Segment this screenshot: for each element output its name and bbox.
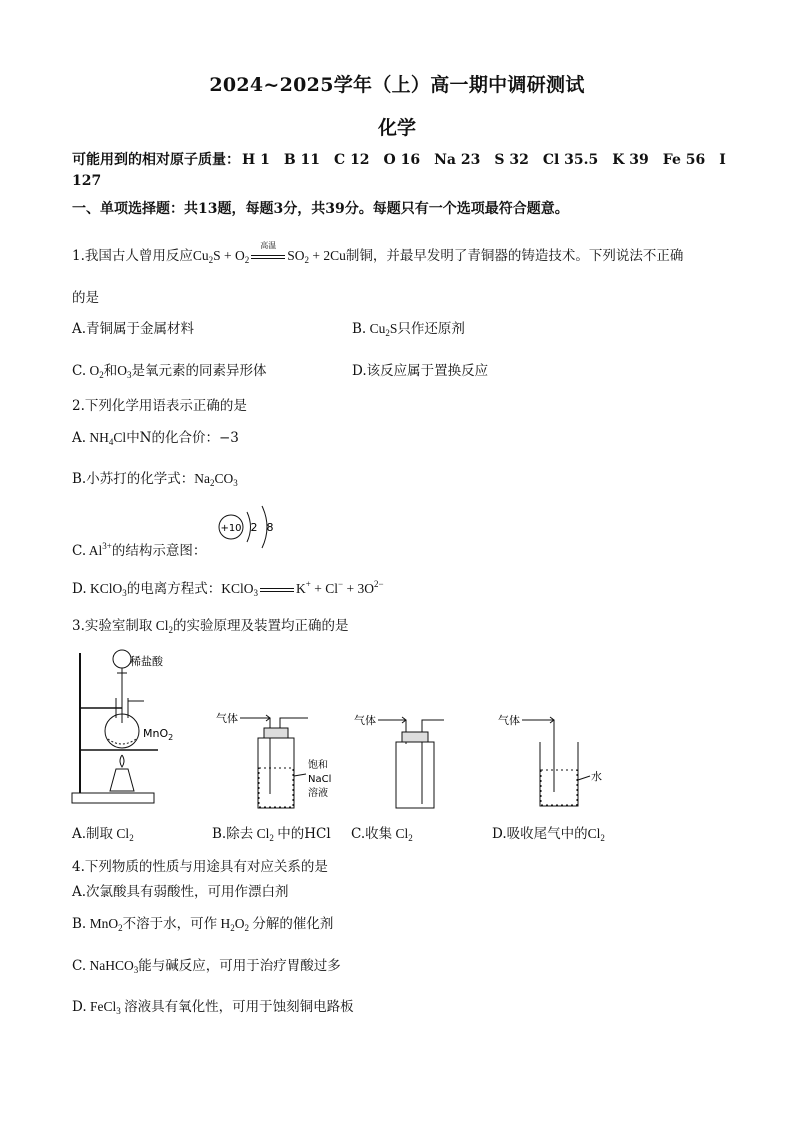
formula: $NH_4Cl$: [86, 430, 127, 447]
label-gas-in: 气体: [354, 714, 376, 727]
q1-equation: $Cu_2S + O_2$ 高温 $SO_2 + 2Cu$: [192, 240, 346, 265]
q4-option-a: A.次氯酸具有弱酸性，可用作漂白剂: [72, 884, 289, 900]
formula: MnO$_2$: [86, 916, 123, 933]
q2-stem: 2.下列化学用语表示正确的是: [72, 398, 247, 414]
caption-a: [72, 822, 134, 842]
formula: FeCl$_3$: [86, 999, 121, 1016]
mass-item: Na 23: [434, 152, 481, 168]
separatory-funnel: [113, 650, 131, 668]
exam-title: 2024~2025学年（上）高一期中调研测试: [209, 74, 585, 96]
q1-c-mid: 和: [103, 363, 118, 379]
reaction-condition: 高温: [260, 240, 277, 250]
bottle-stopper: [264, 728, 288, 738]
q2-option-d: [72, 577, 384, 597]
q2-option-b: [72, 467, 238, 487]
ionization-equation: KClO$_3$ $K^+ + Cl^- + 3O^{2-}$: [221, 579, 384, 598]
formula: $Cl_2$: [152, 618, 174, 635]
formula: $Al^{3+}$: [86, 541, 112, 558]
atomic-masses-overflow: 127: [72, 173, 102, 189]
q1-stem-post: 制铜，并最早发明了青铜器的铸造技术。下列说法不正确: [345, 248, 684, 264]
formula: $H_2O_2$: [217, 916, 249, 933]
formula: $Cl_2$: [253, 826, 274, 843]
apparatus-a-diagram: [66, 643, 206, 813]
flame: [120, 755, 124, 767]
atomic-masses-line: [72, 149, 740, 169]
shell-electrons-2: 8: [266, 521, 274, 534]
q1-option-c: [72, 359, 267, 379]
q2-option-c: [72, 539, 206, 559]
q1-option-b: [352, 317, 465, 337]
q1-stem-line2: 的是: [72, 290, 99, 306]
caption-b-pre: B.除去: [212, 826, 254, 842]
q2-c-post: 的结构示意图：: [111, 543, 207, 559]
q1-c-pre: C.: [72, 363, 87, 379]
q4-b-post: 分解的催化剂: [252, 916, 334, 932]
q4-d-pre: D.: [72, 999, 87, 1015]
caption-c: [351, 822, 413, 842]
caption-b-post: 中的HCl: [277, 826, 331, 842]
q2-option-a: [72, 426, 239, 446]
q2-c-pre: C.: [72, 543, 87, 559]
collection-bottle: [396, 742, 434, 808]
mass-item: K 39: [612, 152, 649, 168]
atom-structure-diagram: [214, 500, 284, 550]
q4-d-post: 溶液具有氧化性，可用于蚀刻铜电路板: [124, 999, 354, 1015]
q2-d-mid: 的电离方程式：: [126, 581, 222, 597]
q2-a-post: 中N的化合价：−3: [126, 430, 239, 446]
atomic-masses-label: 可能用到的相对原子质量：: [72, 152, 240, 168]
label-water: 水: [591, 770, 602, 783]
nucleus-charge: +10: [220, 523, 242, 534]
stand-base: [72, 793, 154, 803]
alcohol-lamp: [110, 769, 134, 791]
mass-item: O 16: [383, 152, 421, 168]
formula: NaHCO$_3$: [86, 958, 139, 975]
mass-item: H 1: [242, 152, 270, 168]
label-gas-in: 气体: [216, 712, 238, 725]
q4-option-c: [72, 954, 341, 974]
formula: $O_2$: [86, 363, 104, 380]
q1-b-pre: B.: [352, 321, 367, 337]
q2-a-pre: A.: [72, 430, 87, 446]
q1-option-a: A.青铜属于金属材料: [72, 321, 195, 337]
shell-electrons-1: 2: [250, 521, 258, 534]
q1-stem-pre: 1.我国古人曾用反应: [72, 248, 193, 264]
exam-subject: 化学: [377, 117, 416, 139]
label-nacl: NaCl: [308, 774, 332, 785]
formula: $Cl_2$: [392, 826, 413, 843]
formula: KClO$_3$: [86, 581, 127, 598]
bottle-stopper: [402, 732, 428, 742]
mass-item: Cl 35.5: [542, 152, 599, 168]
q1-option-d: D.该反应属于置换反应: [352, 363, 489, 379]
mass-item: I: [719, 152, 726, 168]
q2-b-pre: B.小苏打的化学式：: [72, 471, 195, 487]
mass-item: B 11: [283, 152, 321, 168]
label-hydrochloric-acid: 稀盐酸: [130, 655, 163, 668]
label-gas-in: 气体: [498, 714, 520, 727]
q4-option-d: [72, 995, 354, 1015]
mass-item: C 12: [334, 152, 370, 168]
label-mno2: MnO$_2$: [143, 727, 174, 742]
q3-stem-pre: 3.实验室制取: [72, 618, 153, 634]
q4-b-mid: 不溶于水，可作: [122, 916, 218, 932]
caption-b: [212, 822, 331, 842]
label-saturated: 饱和: [308, 760, 328, 771]
mass-item: S 32: [494, 152, 529, 168]
q1-c-post: 是氧元素的同素异形体: [131, 363, 267, 379]
caption-d-pre: D.吸收尾气中的: [492, 826, 588, 842]
caption-c-text: C.收集: [351, 826, 393, 842]
q4-c-post: 能与碱反应，可用于治疗胃酸过多: [138, 958, 341, 974]
apparatus-b-diagram: [212, 706, 342, 816]
q4-stem: 4.下列物质的性质与用途具有对应关系的是: [72, 859, 328, 875]
caption-d: [492, 822, 605, 842]
reaction-arrow: [251, 240, 285, 262]
q1-b-post: 只作还原剂: [397, 321, 465, 337]
apparatus-c-diagram: [350, 706, 460, 816]
formula: $Cl_2$: [587, 826, 605, 843]
apparatus-d-diagram: [494, 706, 614, 816]
beaker-water: [541, 770, 577, 805]
q4-c-pre: C.: [72, 958, 87, 974]
formula: $Cu_2S$: [366, 321, 398, 338]
q1-stem: [72, 240, 684, 265]
bottle-liquid: [259, 768, 293, 807]
flask-contents: [108, 739, 136, 744]
section-heading: 一、单项选择题：共13题，每题3分，共39分。每题只有一个选项最符合题意。: [72, 201, 569, 217]
label-solution: 溶液: [308, 788, 328, 799]
caption-a-text: A.制取: [72, 826, 114, 842]
q4-b-pre: B.: [72, 916, 87, 932]
q2-d-pre: D.: [72, 581, 87, 597]
formula: $Na_2CO_3$: [194, 471, 238, 488]
q3-stem: [72, 614, 349, 634]
q4-option-b: [72, 912, 333, 932]
q3-stem-post: 的实验原理及装置均正确的是: [173, 618, 349, 634]
wash-bottle: [258, 738, 294, 808]
equals-sign: [260, 585, 294, 595]
beaker: [540, 742, 578, 806]
formula: $O_3$: [117, 363, 132, 380]
mass-item: Fe 56: [662, 152, 706, 168]
formula: $Cl_2$: [113, 826, 134, 843]
